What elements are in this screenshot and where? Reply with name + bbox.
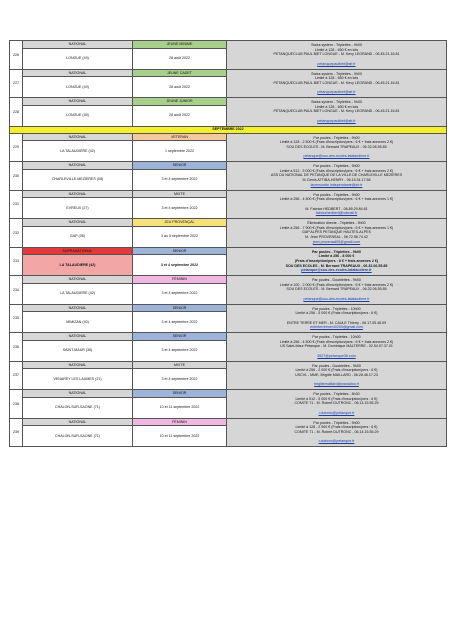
entry-info-line: SOU DES ECOLES - M. Bernard TRAPEAUX - 06.32.06.55.85	[286, 287, 387, 292]
entry-date: 3 et 4 septembre 2022	[133, 198, 227, 219]
entry-category: MIXTE	[133, 190, 227, 198]
entry-email: petanquepaulbiet@sfr.fr	[317, 90, 356, 95]
entry-level: NATIONAL	[23, 219, 133, 227]
entry-level: NATIONAL	[23, 276, 133, 284]
entry-city: LONGUE (49)	[23, 105, 133, 126]
entry-info-line: COMITE 71 - M. Robert DUTRONC - 06.14.15.55.29	[294, 401, 379, 406]
entry-category: JEUNE JUNIOR	[133, 98, 227, 106]
entry-info	[227, 133, 447, 162]
tournament-calendar	[9, 40, 446, 447]
entry-city: LA TALAUDIERE (42)	[23, 141, 133, 162]
entry-header-row	[10, 133, 447, 141]
entry-info-line: Limité à 128 - 650 € en lots	[314, 47, 359, 52]
entry-info-line: Limité à 256 - 7 900 € (Frais d'inscription/pers : 6 € + frais annexes 1 €)	[279, 225, 394, 230]
entry-email: r.dutronc@petanque.fr	[318, 439, 355, 444]
entry-number: 235	[10, 304, 23, 333]
entry-info-line: Limité à 256 - 2 000 € (Frais d'inscription/pers : 6 €)	[295, 368, 378, 373]
entry-date: 1 septembre 2022	[133, 141, 227, 162]
entry-date: 28 août 2022	[133, 105, 227, 126]
entry-info-line: Limité à 100 - 2 000 € (Frais d'inscription/pers : 6 € + frais annexes 2 €)	[279, 282, 394, 287]
entry-number: 238	[10, 390, 23, 419]
entry-info-line: ENTRE TERRE ET MER - M. CAULE Thierry - 06.17.05.48.09	[286, 320, 387, 325]
entry-date: 3 et 4 septembre 2022	[133, 169, 227, 190]
entry-level: NATIONAL	[23, 304, 133, 312]
entry-level: NATIONAL	[23, 333, 133, 341]
entry-email: 3627@petanque36.com	[317, 353, 356, 358]
entry-email: jean.provensal05@gmail.com	[312, 239, 361, 244]
entry-city: CHALON-SUR-SAONE (71)	[23, 397, 133, 418]
entry-number: 233	[10, 247, 23, 276]
entry-info-line: Limité à 256 - 4 500 € (Frais d'inscription/pers : 6 € + frais annexes 2 €)	[279, 339, 394, 344]
entry-level: NATIONAL	[23, 41, 133, 49]
entry-info-line: M. Denis ATTIBA-HENRY - 06.15.34.17.58	[302, 178, 371, 183]
entry-info-line: PETANQUECLUB PAUL BIET LONGUE - M. Kevy LEGRAND - 06.45.21.16.81	[273, 80, 400, 85]
entry-category: SENIOR	[133, 304, 227, 312]
entry-info-line: SOU DES ECOLES - M. Bernard TRAPEAUX - 06.32.06.55.85	[286, 144, 387, 149]
entry-info-line: ASS DU NATIONAL DE PETANQUE DE LA VILLE DE CHARLEVILLE MEZIERES	[270, 173, 403, 178]
entry-date: 3 et 4 septembre 2022	[133, 340, 227, 361]
entry-email: petanquepaulbiet@sfr.fr	[317, 61, 356, 66]
entry-number: 237	[10, 361, 23, 390]
entry-level: NATIONAL	[23, 390, 133, 398]
entry-date: 10 et 11 septembre 2022	[133, 397, 227, 418]
entry-email: petanque@sou-des-ecoles-latalaudiere.fr	[303, 296, 370, 301]
entry-header-row	[10, 418, 447, 426]
entry-info-line: Swiss system - Triplettes - 9h00	[311, 43, 362, 48]
entry-city: LA TALAUDIERE (42)	[23, 283, 133, 304]
entry-date: 28 août 2022	[133, 77, 227, 98]
entry-info	[227, 276, 447, 305]
entry-number: 227	[10, 69, 23, 98]
entry-info	[227, 69, 447, 98]
entry-info-line: SOU DES ECOLES - M. Bernard TRAPEAUX - 06.32.06.55.85	[285, 263, 388, 268]
entry-category: SENIOR	[133, 162, 227, 170]
entry-info-line: Par poules - Triplettes - 9h00	[313, 135, 360, 140]
entry-info-line: Limité à 128 - 650 € en lots	[314, 76, 359, 81]
entry-info-line: Limité à 512 - 5 000 € (Frais d'inscription/pers : 6 € + frais annexes 2 €)	[279, 168, 394, 173]
entry-info	[227, 333, 447, 362]
entry-info	[227, 361, 447, 390]
entry-city: CHALON-SUR-SAONE (71)	[23, 426, 133, 447]
entry-number: 231	[10, 190, 23, 219]
entry-info	[227, 162, 447, 191]
entry-header-row	[10, 69, 447, 77]
entry-date: 3 et 4 septembre 2022	[133, 312, 227, 333]
entry-info-line: Par poules - Doublettes - 9h00	[312, 363, 361, 368]
entry-city: LA TALAUDIERE (42)	[23, 255, 133, 276]
entry-email: entreterretmer40200@gmail.com	[310, 325, 363, 330]
entry-header-row	[10, 390, 447, 398]
entry-category: FÉMININ	[133, 276, 227, 284]
entry-category: JEU PROVENÇAL	[133, 219, 227, 227]
entry-info-line: Limité à 128 - 2 500 € (Frais d'inscription/pers : 6 €)	[295, 425, 378, 430]
entry-header-row	[10, 361, 447, 369]
entry-info-line: GAP ALPES PETANQUE HAUTES-ALPES	[302, 230, 371, 235]
entry-info	[227, 247, 447, 276]
entry-category: FÉMININ	[133, 418, 227, 426]
entry-level: SUPRANATIONAL	[23, 247, 133, 255]
entry-number: 239	[10, 418, 23, 447]
entry-info	[227, 304, 447, 333]
entry-info-line: Limité à 256 - 8 000 €	[318, 254, 355, 259]
entry-header-row	[10, 190, 447, 198]
entry-level: NATIONAL	[23, 361, 133, 369]
entry-email: brigittemaillard@wanadoo.fr	[314, 382, 359, 387]
entry-number: 230	[10, 162, 23, 191]
entry-info	[227, 98, 447, 127]
entry-city: SAINT-MAUR (36)	[23, 340, 133, 361]
entry-info-line: M. Jean PROVENSAL - 06.72.56.74.42	[305, 235, 368, 240]
entry-category: JEUNE MINIME	[133, 41, 227, 49]
entry-city: VENAREY LES LAUMES (21)	[23, 369, 133, 390]
entry-date: 28 août 2022	[133, 48, 227, 69]
entry-number: 226	[10, 41, 23, 70]
entry-level: NATIONAL	[23, 418, 133, 426]
entry-city: EVREUX (27)	[23, 198, 133, 219]
entry-category: SENIOR	[133, 333, 227, 341]
entry-info-line: COMITE 71 - M. Robert DUTRONC - 06.14.15.55.29	[294, 429, 379, 434]
entry-info	[227, 190, 447, 219]
entry-info-line: Par poules - Triplettes - 9h00	[313, 420, 360, 425]
entry-header-row	[10, 162, 447, 170]
entry-info-line: Swiss system - Triplettes - 9h00	[311, 71, 362, 76]
entry-info-line: Élimination directe - Triplettes - 9h00	[307, 221, 366, 226]
entry-info	[227, 418, 447, 447]
entry-category: SENIOR	[133, 247, 227, 255]
entry-level: NATIONAL	[23, 162, 133, 170]
entry-level: NATIONAL	[23, 69, 133, 77]
entry-info-line: Par poules - Triplettes - 9h00	[313, 164, 360, 169]
tournament-table	[9, 40, 447, 447]
entry-date: 10 et 11 septembre 2022	[133, 426, 227, 447]
entry-info-line: Limité à 128 - 650 € en lots	[314, 104, 359, 109]
entry-info-line: Limité à 512 - 5 000 € (Frais d'inscription/pers : 6 €)	[295, 396, 378, 401]
entry-info-line: (Frais d'inscription/pers : 8 € + frais annexes 2 €)	[294, 258, 379, 263]
entry-email: fabricehedbert@hotmail.fr	[315, 211, 358, 216]
entry-category: SENIOR	[133, 390, 227, 398]
entry-info-line: Limité à 256 - 4 500 € (Frais d'inscription/pers : 6 € + frais annexes 1 €)	[279, 197, 394, 202]
entry-email: lacensordie.independante@sfr.fr	[310, 182, 363, 187]
entry-info	[227, 41, 447, 70]
entry-city: MIMIZAN (40)	[23, 312, 133, 333]
entry-info-line: USCVL - MME. Brigitte MAILLARD - 06.28.46.17.23	[295, 372, 378, 377]
entry-number: 232	[10, 219, 23, 248]
entry-email: petanque@sou-des-ecoles-latalaudiere.fr	[301, 268, 372, 273]
entry-info-line: Par poules - Triplettes - 9h00	[313, 192, 360, 197]
entry-city: LONGUE (49)	[23, 48, 133, 69]
entry-info-line: US Saint-Maur Pétanque - M. Dominique MALTERRE - 02.54.07.37.01	[280, 344, 393, 349]
entry-category: MIXTE	[133, 361, 227, 369]
entry-info-line: M. Fabrice HEDBERT - 06.89.29.84.81	[305, 206, 368, 211]
entry-city: GAP (05)	[23, 226, 133, 247]
entry-info-line: PETANQUECLUB PAUL BIET LONGUE - M. Kevy LEGRAND - 06.45.21.16.81	[273, 109, 400, 114]
entry-info-line: Par poules - Triplettes - 8h30	[313, 392, 360, 397]
entry-email: r.dutronc@petanque.fr	[318, 410, 355, 415]
entry-header-row	[10, 41, 447, 49]
entry-category: JEUNE CADET	[133, 69, 227, 77]
entry-header-row	[10, 333, 447, 341]
entry-info	[227, 390, 447, 419]
entry-number: 236	[10, 333, 23, 362]
entry-level: NATIONAL	[23, 98, 133, 106]
entry-header-row	[10, 304, 447, 312]
entry-email: petanquepaulbiet@sfr.fr	[317, 118, 356, 123]
entry-info-line: Limité à 128 - 2 500 € (Frais d'inscription/pers : 6 € + frais annexes 2 €)	[279, 140, 394, 145]
entry-date: 3 au 5 septembre 2022	[133, 226, 227, 247]
entry-header-row	[10, 247, 447, 255]
entry-date: 3 et 4 septembre 2022	[133, 255, 227, 276]
entry-level: NATIONAL	[23, 133, 133, 141]
entry-level: NATIONAL	[23, 190, 133, 198]
entry-header-row	[10, 98, 447, 106]
entry-number: 234	[10, 276, 23, 305]
entry-info	[227, 219, 447, 248]
entry-number: 228	[10, 98, 23, 127]
entry-header-row	[10, 276, 447, 284]
entry-number: 229	[10, 133, 23, 162]
month-row	[10, 126, 447, 133]
entry-info-line: Par poules - Doublettes - 9h00	[312, 278, 361, 283]
entry-info-line: Swiss system - Triplettes - 9h00	[311, 100, 362, 105]
entry-info-line: Par poules - Triplettes - 9h00	[312, 249, 361, 254]
entry-info-line: Limité à 256 - 5 000 € (Frais d'inscription/pers : 6 €)	[295, 311, 378, 316]
entry-category: VETERAN	[133, 133, 227, 141]
entry-info-line: Par poules - Triplettes - 10h00	[312, 306, 361, 311]
entry-header-row	[10, 219, 447, 227]
month-label: SEPTEMBRE 2022	[10, 126, 447, 133]
entry-email: petanque@sou-des-ecoles-latalaudiere.fr	[303, 154, 370, 159]
entry-info-line: PETANQUECLUB PAUL BIET LONGUE - M. Kevy LEGRAND - 06.45.21.16.81	[273, 52, 400, 57]
entry-city: LONGUE (49)	[23, 77, 133, 98]
entry-date: 3 et 4 septembre 2022	[133, 283, 227, 304]
entry-city: CHARLEVILLE-MEZIERES (08)	[23, 169, 133, 190]
entry-info-line: Par poules - Triplettes - 10h00	[312, 335, 361, 340]
entry-date: 3 et 4 septembre 2022	[133, 369, 227, 390]
